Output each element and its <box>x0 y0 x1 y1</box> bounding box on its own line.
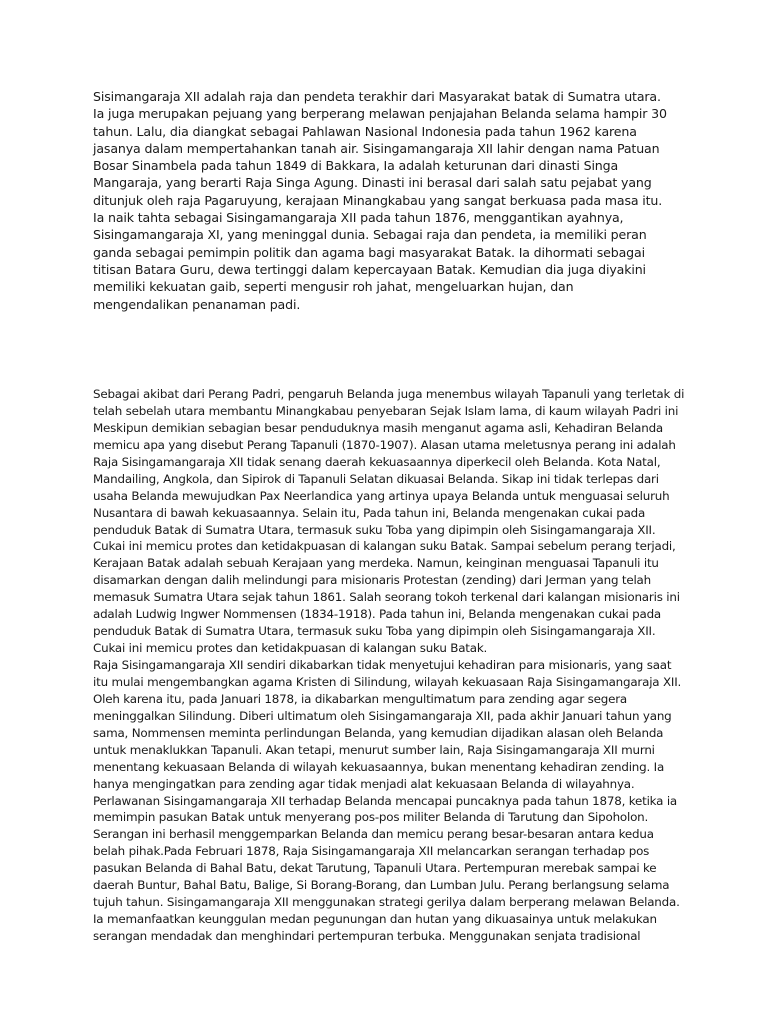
text-line: ganda sebagai pemimpin politik dan agama bagi masyarakat Batak. Ia dihormati sebagai <box>93 244 645 260</box>
text-line: penduduk Batak di Sumatra Utara, termasuk suku Toba yang dipimpin oleh Sisingamangaraja XII. <box>93 522 656 537</box>
text-line: serangan mendadak dan menghindari pertempuran terbuka. Menggunakan senjata tradisional <box>93 929 641 943</box>
text-line: Ia juga merupakan pejuang yang berperang melawan penjajahan Belanda selama hampir 30 <box>93 106 667 122</box>
text-line: Cukai ini memicu protes dan ketidakpuasan di kalangan suku Batak. <box>93 641 488 656</box>
paragraph-intro <box>93 88 667 313</box>
text-line: sama, Nommensen meminta perlindungan Belanda, yang kemudian dijadikan alasan oleh Belanda <box>93 725 664 740</box>
text-line: untuk menaklukkan Tapanuli. Akan tetapi, menurut sumber lain, Raja Sisingamangaraja XII murni <box>93 742 655 757</box>
text-line: Mandailing, Angkola, dan Sipirok di Tapanuli Selatan dikuasai Belanda. Sikap ini tidak terlepas dari <box>93 471 659 486</box>
text-line: Sisingamangaraja XI, yang meninggal dunia. Sebagai raja dan pendeta, ia memiliki peran <box>93 227 647 243</box>
text-line: Raja Sisingamangaraja XII sendiri dikabarkan tidak menyetujui kehadiran para misionaris, yang saat <box>93 658 672 672</box>
text-line: jasanya dalam mempertahankan tanah air. Sisingamangaraja XII lahir dengan nama Patuan <box>93 140 660 156</box>
text-line: Meskipun demikian sebagian besar penduduknya masih menganut agama asli, Kehadiran Belanda <box>93 420 664 435</box>
text-line: memimpin pasukan Batak untuk menyerang pos-pos militer Belanda di Tarutung dan Sipoholon. <box>93 810 649 825</box>
text-line: adalah Ludwig Ingwer Nommensen (1834-1918). Pada tahun ini, Belanda mengenakan cukai pada <box>93 607 662 622</box>
text-line: Mangaraja, yang berarti Raja Singa Agung. Dinasti ini berasal dari salah satu pejabat yang <box>93 175 652 191</box>
text-line: pasukan Belanda di Bahal Batu, dekat Tarutung, Tapanuli Utara. Pertempuran merebak sampai ke <box>93 861 657 876</box>
text-line: meninggalkan Silindung. Diberi ultimatum oleh Sisingamangaraja XII, pada akhir Januari tahun yang <box>93 708 672 723</box>
text-line: hanya mengingatkan para zending agar tidak menjadi alat kekuasaan Belanda di wilayahnya. <box>93 776 635 791</box>
text-line: Nusantara di bawah kekuasaannya. Selain itu, Pada tahun ini, Belanda mengenakan cukai pada <box>93 505 646 520</box>
text-line: tahun. Lalu, dia diangkat sebagai Pahlawan Nasional Indonesia pada tahun 1962 karena <box>93 123 637 139</box>
text-line: Sisimangaraja XII adalah raja dan pendeta terakhir dari Masyarakat batak di Sumatra utara. <box>93 89 661 104</box>
text-line: Ia naik tahta sebagai Sisingamangaraja XII pada tahun 1876, menggantikan ayahnya, <box>93 210 624 226</box>
text-line: Oleh karena itu, pada Januari 1878, ia dikabarkan mengultimatum para zending agar segera <box>93 691 627 706</box>
text-line: Cukai ini memicu protes dan ketidakpuasan di kalangan suku Batak. Sampai sebelum perang terjadi, <box>93 539 676 554</box>
text-line: itu mulai mengembangkan agama Kristen di Silindung, wilayah kekuasaan Raja Sisingamangaraja XII. <box>93 674 682 689</box>
text-line: disamarkan dengan dalih melindungi para misionaris Protestan (zending) dari Jerman yang telah <box>93 573 651 588</box>
text-line: Kerajaan Batak adalah sebuah Kerajaan yang merdeka. Namun, keinginan menguasai Tapanuli itu <box>93 556 659 571</box>
text-line: Raja Sisingamangaraja XII tidak senang daerah kekuasaannya diperkecil oleh Belanda. Kota Natal, <box>93 454 661 469</box>
text-line: belah pihak.Pada Februari 1878, Raja Sisingamangaraja XII melancarkan serangan terhadap pos <box>93 844 650 859</box>
text-line: memicu apa yang disebut Perang Tapanuli (1870-1907). Alasan utama meletusnya perang ini adalah <box>93 437 676 452</box>
text-line: telah sebelah utara membantu Minangkabau penyebaran Sejak Islam lama, di kaum wilayah Padri ini <box>93 403 679 418</box>
text-line: ditunjuk oleh raja Pagaruyung, kerajaan Minangkabau yang sangat berkuasa pada masa itu. <box>93 192 663 208</box>
text-line: memasuk Sumatra Utara sejak tahun 1861. Salah seorang tokoh terkenal dari kalangan misionaris ini <box>93 590 680 605</box>
text-line: titisan Batara Guru, dewa tertinggi dalam kepercayaan Batak. Kemudian dia juga diyakini <box>93 261 646 277</box>
text-line: penduduk Batak di Sumatra Utara, termasuk suku Toba yang dipimpin oleh Sisingamangaraja XII. <box>93 624 656 639</box>
text-line: Ia memanfaatkan keunggulan medan pegunungan dan hutan yang dikuasainya untuk melakukan <box>93 912 657 927</box>
text-line: daerah Buntur, Bahal Batu, Balige, Si Borang-Borang, dan Lumban Julu. Perang berlangsung selama <box>93 878 670 893</box>
text-line: mengendalikan penanaman padi. <box>93 296 301 312</box>
text-line: Bosar Sinambela pada tahun 1849 di Bakkara, Ia adalah keturunan dari dinasti Singa <box>93 158 619 174</box>
text-line: menentang kekuasaan Belanda di wilayah kekuasaannya, bukan menentang kehadiran zending. Ia <box>93 759 665 774</box>
text-line: Serangan ini berhasil menggemparkan Belanda dan memicu perang besar-besaran antara kedua <box>93 827 654 842</box>
text-line: memiliki kekuatan gaib, seperti mengusir roh jahat, mengeluarkan hujan, dan <box>93 279 574 295</box>
text-line: tujuh tahun. Sisingamangaraja XII menggunakan strategi gerilya dalam berperang melawan Belanda. <box>93 895 680 910</box>
text-line: Perlawanan Sisingamangaraja XII terhadap Belanda mencapai puncaknya pada tahun 1878, ketika ia <box>93 793 678 808</box>
text-line: Sebagai akibat dari Perang Padri, pengaruh Belanda juga menembus wilayah Tapanuli yang terletak di <box>93 387 685 401</box>
paragraph-history <box>93 386 684 945</box>
text-line: usaha Belanda mewujudkan Pax Neerlandica yang artinya upaya Belanda untuk menguasai seluruh <box>93 488 670 503</box>
